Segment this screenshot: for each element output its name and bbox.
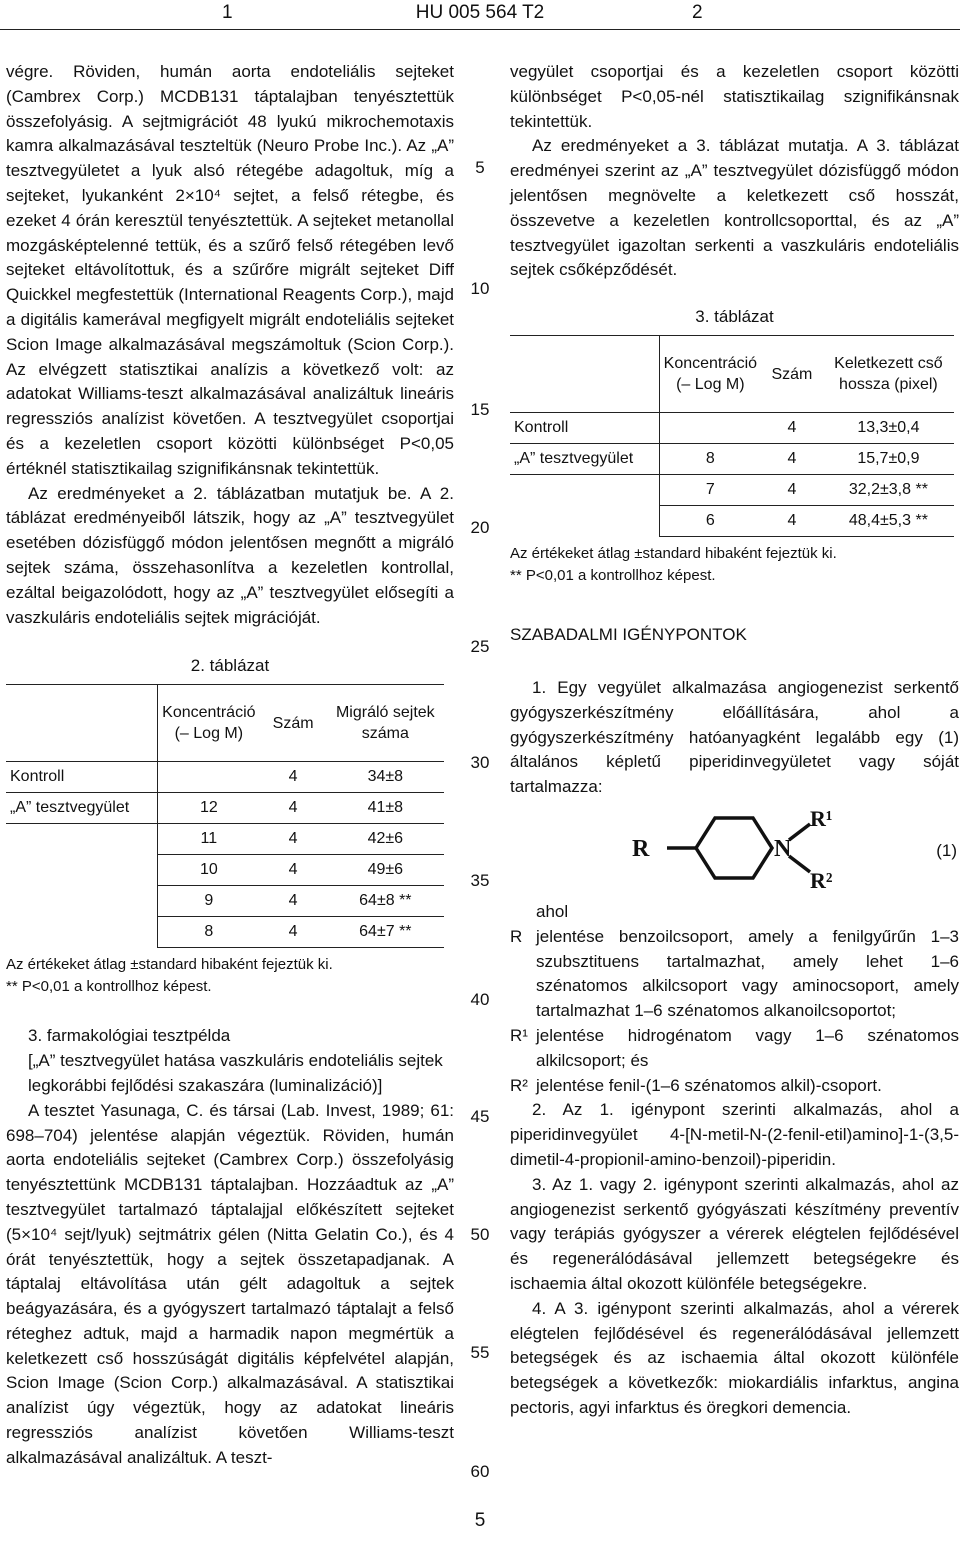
table-header-cell: Migráló sejtek száma xyxy=(327,685,444,762)
paragraph: Az eredményeket a 3. táblázat mutatja. A 3. táblázat eredményei szerint az „A” tesztvegyület dózisfüggő módon jelentősen megnövelte a keletkezett cső hosszát, összevetve a kezeletlen kontrollcsoporttal, és az „A” tesztvegyület igazoltan serkenti a vaszkuláris endoteliális sejtek csőképződését. xyxy=(510,136,959,280)
table-row xyxy=(6,762,444,793)
line-number: 30 xyxy=(470,753,490,772)
table-cell xyxy=(158,762,260,793)
left-column xyxy=(6,60,454,1471)
claims-title: SZABADALMI IGÉNYPONTOK xyxy=(510,625,747,645)
table-row xyxy=(510,475,954,506)
table-cell xyxy=(6,917,158,948)
table-cell: 13,3±0,4 xyxy=(823,413,954,444)
table-row xyxy=(510,413,954,444)
table3-title: 3. táblázat xyxy=(695,307,774,327)
table-cell: 4 xyxy=(260,855,327,886)
where-label: ahol xyxy=(536,901,569,921)
table-cell: 4 xyxy=(260,762,327,793)
definition-text: jelentése benzoilcsoport, amely a fenilgyűrűn 1–3 szubsztituens tartalmazhat, amely lehet 1–6 szénatomos alkilcsoport vagy aminocsoport, amely tartalmazhat 1–6 szénatomos alkanoilcsoportot; xyxy=(536,926,959,1021)
claim: 1. Egy vegyület alkalmazása angiogenezist serkentő gyógyszerkészítmény előállítására, ahol a gyógyszerkészítmény hatóanyagként legalább egy (1) általános képletű piperidinvegyületet vagy sóját tartalmazza: xyxy=(510,677,959,797)
line-number: 20 xyxy=(470,518,490,537)
definition-r xyxy=(510,925,959,1024)
example-title: 3. farmakológiai tesztpélda xyxy=(28,1026,231,1046)
table-row xyxy=(6,886,444,917)
table-cell: 12 xyxy=(158,793,260,824)
table-row xyxy=(510,444,954,475)
table-cell: 6 xyxy=(659,506,761,537)
substituent-definitions xyxy=(510,925,959,1099)
definition-text: jelentése hidrogénatom vagy 1–6 szénatomos alkilcsoport; és xyxy=(536,1025,959,1070)
table-cell: „A” tesztvegyület xyxy=(510,444,659,475)
table-cell: 32,2±3,8 ** xyxy=(823,475,954,506)
table-cell xyxy=(6,886,158,917)
table-header-cell xyxy=(6,685,158,762)
table3-note: Az értékeket átlag ±standard hibaként fejeztük ki. xyxy=(510,545,837,563)
table-cell: 64±8 ** xyxy=(327,886,444,917)
page-number-left: 1 xyxy=(222,2,233,23)
line-number: 15 xyxy=(470,400,490,419)
paragraph: Az eredményeket a 2. táblázatban mutatjuk be. A 2. táblázat eredményeiből látszik, hogy az „A” tesztvegyület esetében dózisfüggő módon jelentősen megnőtt a migráló sejtek száma, összehasonlítva a kezeletlen kontrollal, ezáltal beigazolódott, hogy az „A” tesztvegyület elősegíti a vaszkuláris endoteliális sejtek migrációját. xyxy=(6,483,454,627)
table-cell: 41±8 xyxy=(327,793,444,824)
paragraph: végre. Röviden, humán aorta endoteliális sejteket (Cambrex Corp.) MCDB131 táptalajban tenyésztettük összefolyásig. A sejtmigrációt 48 lyukú mikrochemotaxis kamra alkalmazásával teszteltük (Neuro Probe Inc.). Az „A” tesztvegyületet a lyuk alsó rétegébe adagoltuk, míg a sejteket, lyukanként 2×10⁴ sejtet, a felső rétegbe, és ezeket 4 órán keresztül tenyésztettük. A sejteket metanollal mozgásképtelenné tettük, és a szűrő felső rétegében levő sejteket eltávolítottuk, és a szűrőre migrált sejteket Diff Quickkel megfestettük (International Reagents Corp.), majd a digitális kamerával megfigyelt migrált endoteliális sejteket Scion Image alkalmazásával megszámoltuk (Scion Corp.). Az elvégzett statisztikai analízis a következő volt: az adatokat Williams-teszt alkalmazásával analizáltuk lineáris regressziós analízist követően. A tesztvegyület csoportjai és a kezeletlen csoport közötti különbséget P<0,05 értéknél statisztikailag szignifikánsnak tekintettük. xyxy=(6,62,454,478)
table-cell: 49±6 xyxy=(327,855,444,886)
definition-symbol: R¹ xyxy=(510,1025,528,1045)
table-cell: Kontroll xyxy=(510,413,659,444)
table-cell: 4 xyxy=(260,886,327,917)
table-cell: 4 xyxy=(761,475,823,506)
table-cell: 11 xyxy=(158,824,260,855)
table-cell: 8 xyxy=(659,444,761,475)
table-cell xyxy=(510,506,659,537)
table2-title: 2. táblázat xyxy=(190,656,270,676)
line-number: 50 xyxy=(470,1225,490,1244)
structural-formula xyxy=(510,800,959,900)
definition-r1 xyxy=(510,1024,959,1074)
table-cell: 64±7 ** xyxy=(327,917,444,948)
table-cell: 4 xyxy=(260,824,327,855)
table-header-cell: Keletkezett cső hossza (pixel) xyxy=(823,336,954,413)
table-cell: 42±6 xyxy=(327,824,444,855)
example-subtitle: [„A” tesztvegyület hatása vaszkuláris endoteliális sejtek legkorábbi fejlődési szakaszára (luminalizáció)] xyxy=(28,1051,443,1095)
claim: 3. Az 1. vagy 2. igénypont szerinti alkalmazás, ahol az angiogenezist serkentő gyógyászati készítmény preventív vagy terápiás gyógyszer a vérerek elégtelen fejlődésével és regenerálódásával jellemzett betegségekre és ischaemia által okozott különféle betegségekre. xyxy=(510,1174,959,1293)
table-header-row xyxy=(6,685,444,762)
line-number: 45 xyxy=(470,1107,490,1126)
piperidine-structure-drawing xyxy=(510,800,959,900)
table2-note: Az értékeket átlag ±standard hibaként fejeztük ki. xyxy=(6,956,333,974)
claim: 2. Az 1. igénypont szerinti alkalmazás, ahol a piperidinvegyület 4-[N-metil-N-(2-fenil-etil)amino]-1-(3,5-dimetil-4-propionil-amino-benzoil)-piperidin. xyxy=(510,1100,959,1169)
definition-r2 xyxy=(510,1074,959,1099)
table-cell xyxy=(659,413,761,444)
table-cell xyxy=(6,824,158,855)
right-column xyxy=(510,60,959,1421)
table-cell: 10 xyxy=(158,855,260,886)
claim: 4. A 3. igénypont szerinti alkalmazás, ahol a vérerek elégtelen fejlődésével és regenerálódásával jellemzett betegségek és az ischaemia által okozott különféle betegségek a következők: miokardiális infarktus, angina pectoris, agyi infarktus és öregkori demencia. xyxy=(510,1298,959,1417)
footer-page-number: 5 xyxy=(474,1510,486,1531)
table-cell: 8 xyxy=(158,917,260,948)
table-cell: 7 xyxy=(659,475,761,506)
definition-symbol: R² xyxy=(510,1075,528,1095)
formula-r-label: R xyxy=(632,835,650,862)
table-header-cell: Szám xyxy=(761,336,823,413)
table-cell: 4 xyxy=(260,917,327,948)
header-rule xyxy=(0,29,960,30)
line-number: 35 xyxy=(470,871,490,890)
table-header-cell xyxy=(510,336,659,413)
table-cell: 9 xyxy=(158,886,260,917)
table-cell: „A” tesztvegyület xyxy=(6,793,158,824)
table-cell: 4 xyxy=(761,444,823,475)
line-number: 60 xyxy=(470,1462,490,1481)
table-row xyxy=(510,506,954,537)
formula-r2-label: R² xyxy=(810,867,833,893)
paragraph: vegyület csoportjai és a kezeletlen csoport közötti különbséget P<0,05-nél statisztikailag szignifikánsnak tekintettük. xyxy=(510,62,959,131)
table-header-row xyxy=(510,336,954,413)
paragraph: A tesztet Yasunaga, C. és társai (Lab. Invest, 1989; 61: 698–704) jelentése alapján végeztük. Röviden, humán aorta endoteliális sejteket (Cambrex Corp.) összefolyásig tenyésztettünk MCDB131 táptalajban. Hozzáadtuk az „A” tesztvegyület tartalmazó táptalajjal előkészített sejteket (5×10⁴ sejt/lyuk) sejtmátrix gélen (Nitta Gelatin Co.), és 4 órát tenyésztettük, hogy a sejtek összetapadjanak. A táptalaj eltávolítása után gélt adagoltuk a sejtek beágyazására, és a gyógyszert tartalmazó táptalajt a felső réteghez adtuk, majd a harmadik napon megmértük a keletkezett cső hosszúságát digitális képfelvétel alapján, Scion Image (Scion Corp.) alkalmazásával. A statisztikai analízist úgy végeztük, hogy az adatokat lineáris regressziós analízist követően Williams-teszt alkalmazásával analizáltuk. A teszt- xyxy=(6,1100,454,1467)
formula-number: (1) xyxy=(936,840,957,860)
table3 xyxy=(510,335,954,537)
table-cell: 4 xyxy=(761,506,823,537)
table-header-cell: Koncentráció (– Log M) xyxy=(659,336,761,413)
table-row xyxy=(6,855,444,886)
table-cell: 4 xyxy=(761,413,823,444)
line-number: 10 xyxy=(470,279,490,298)
table2-note: ** P<0,01 a kontrollhoz képest. xyxy=(6,978,212,996)
table-row xyxy=(6,917,444,948)
line-number: 40 xyxy=(470,990,490,1009)
line-number: 25 xyxy=(470,637,490,656)
line-number: 55 xyxy=(470,1343,490,1362)
formula-r1-label: R¹ xyxy=(810,805,833,831)
formula-n-label: N xyxy=(774,835,792,862)
table-cell xyxy=(6,855,158,886)
table-cell: 15,7±0,9 xyxy=(823,444,954,475)
table3-note: ** P<0,01 a kontrollhoz képest. xyxy=(510,567,716,585)
table-cell: Kontroll xyxy=(6,762,158,793)
table-row xyxy=(6,793,444,824)
document-id: HU 005 564 T2 xyxy=(415,2,545,23)
table-header-cell: Koncentráció (– Log M) xyxy=(158,685,260,762)
table2 xyxy=(6,684,444,948)
table-row xyxy=(6,824,444,855)
page-number-right: 2 xyxy=(692,2,703,23)
line-number: 5 xyxy=(475,158,485,177)
table-cell: 34±8 xyxy=(327,762,444,793)
table-cell: 4 xyxy=(260,793,327,824)
definition-symbol: R xyxy=(510,926,523,946)
definition-text: jelentése fenil-(1–6 szénatomos alkil)-csoport. xyxy=(536,1075,882,1095)
table-cell xyxy=(510,475,659,506)
table-cell: 48,4±5,3 ** xyxy=(823,506,954,537)
table-header-cell: Szám xyxy=(260,685,327,762)
